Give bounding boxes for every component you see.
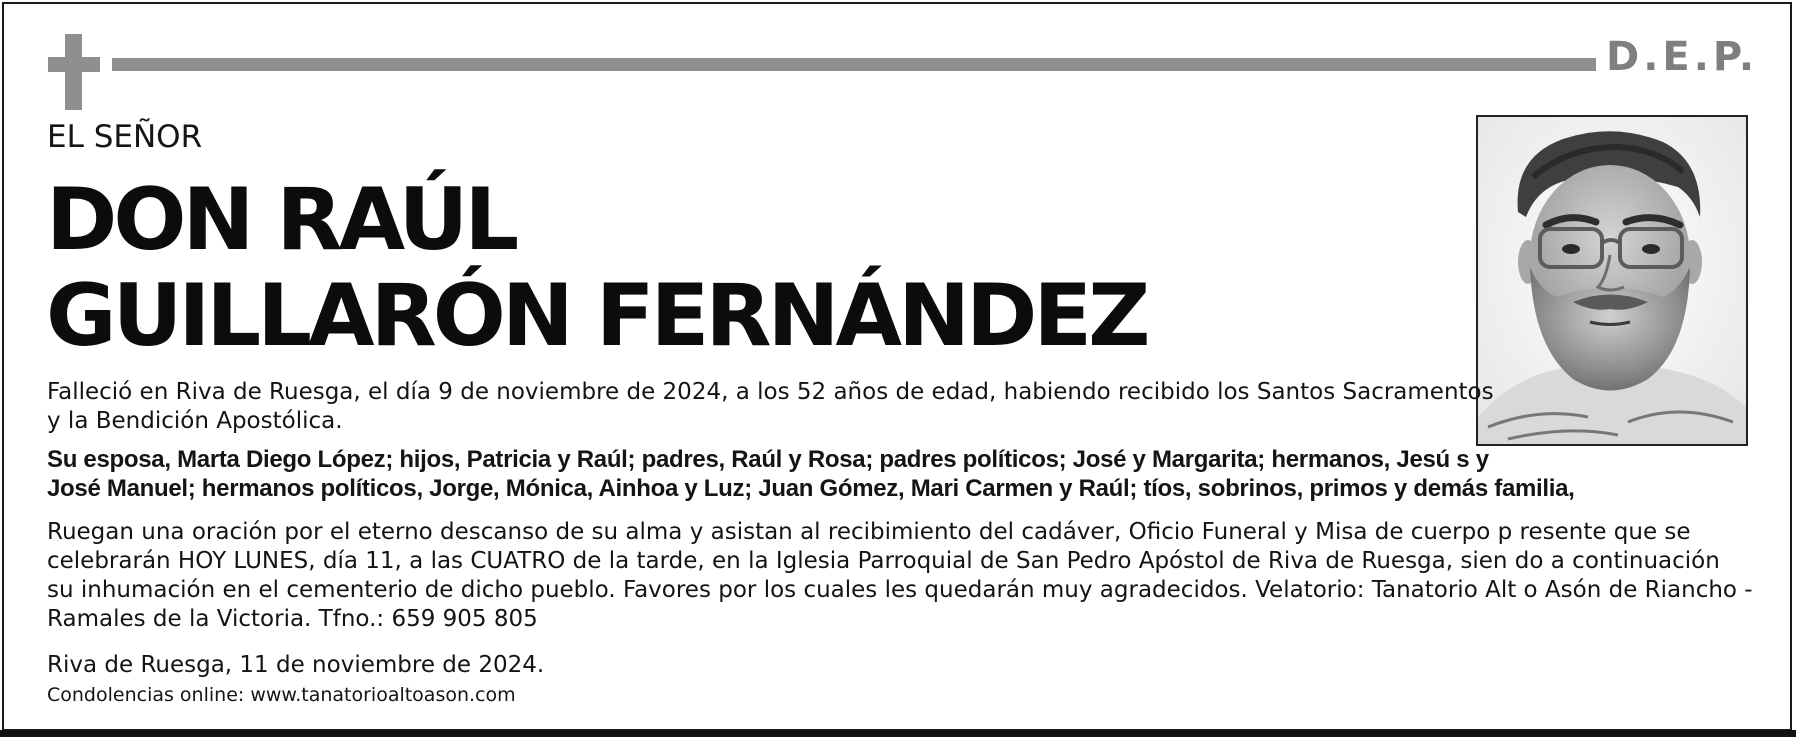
death-notice-line: Falleció en Riva de Ruesga, el día 9 de noviembre de 2024, a los 52 años de edad, habiendo recibido los Santos Sacramentos	[47, 379, 1494, 405]
request-line: Ruegan una oración por el eterno descanso de su alma y asistan al recibimiento del cadáver, Oficio Funeral y Misa de cuerpo p resente que se	[47, 519, 1691, 545]
family-line: José Manuel; hermanos políticos, Jorge, Mónica, Ainhoa y Luz; Juan Gómez, Mari Carmen y Raúl; tíos, sobrinos, primos y demás familia,	[47, 475, 1575, 502]
deceased-name-line1: DON RAÚL	[46, 170, 516, 270]
death-notice-line: y la Bendición Apostólica.	[47, 408, 343, 434]
place-date: Riva de Ruesga, 11 de noviembre de 2024.	[47, 652, 545, 678]
honorific: EL SEÑOR	[47, 119, 203, 155]
cross-icon	[48, 34, 100, 110]
dep-label: D.E.P.	[1606, 34, 1759, 80]
request-line: celebrarán HOY LUNES, día 11, a las CUATRO de la tarde, en la Iglesia Parroquial de San Pedro Apóstol de Riva de Ruesga, sien do a continuación	[47, 548, 1720, 574]
online-condolences: Condolencias online: www.tanatorioaltoason.com	[47, 684, 516, 706]
header-rule	[112, 58, 1596, 71]
deceased-name-line2: GUILLARÓN FERNÁNDEZ	[46, 266, 1147, 366]
request-line: su inhumación en el cementerio de dicho pueblo. Favores por los cuales les quedarán muy agradecidos. Velatorio: Tanatorio Alt o Asón de Riancho -	[47, 577, 1753, 603]
family-line: Su esposa, Marta Diego López; hijos, Patricia y Raúl; padres, Raúl y Rosa; padres políticos; José y Margarita; hermanos, Jesú s y	[47, 446, 1489, 473]
request-paragraph	[47, 518, 1753, 634]
bottom-rule	[0, 730, 1796, 737]
portrait-photo	[1476, 115, 1748, 446]
family-paragraph	[47, 445, 1575, 503]
death-notice-paragraph	[47, 378, 1494, 436]
request-line: Ramales de la Victoria. Tfno.: 659 905 805	[47, 606, 538, 632]
